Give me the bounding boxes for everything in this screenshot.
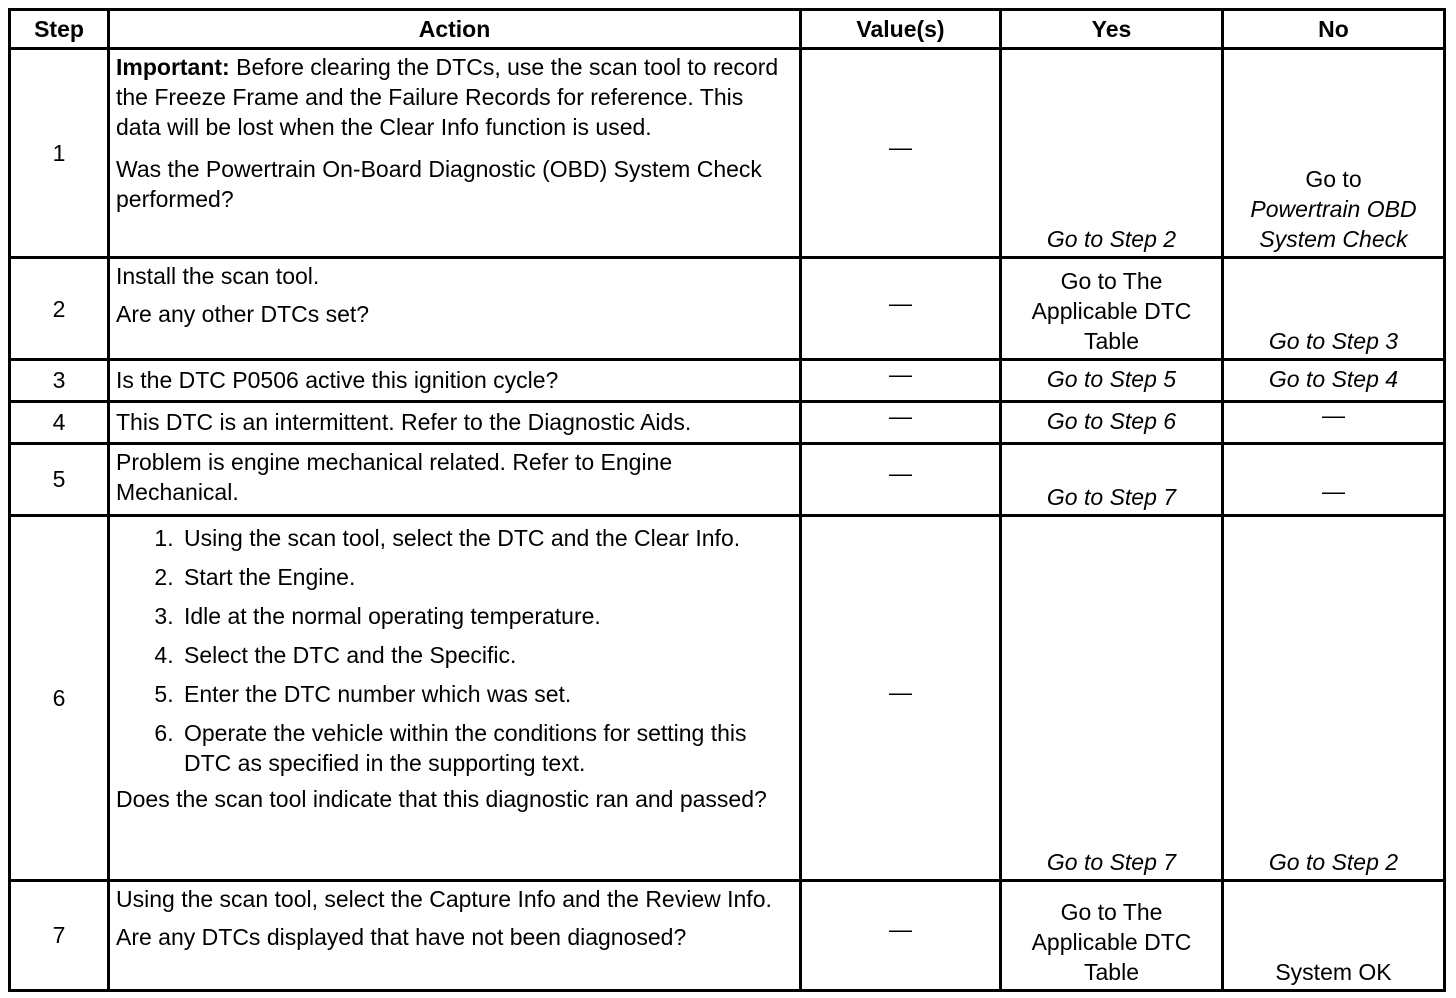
table-row-step-1 (10, 49, 1445, 258)
no-cell: Go to Step 4 (1223, 359, 1445, 401)
value-cell (801, 49, 1001, 258)
yes-cell: Go to Step 7 (1001, 515, 1223, 880)
header-no: No (1223, 10, 1445, 49)
value-dash: — (889, 134, 912, 161)
value-cell (801, 443, 1001, 515)
table-row-step-2 (10, 258, 1445, 359)
procedure-item: 4. Select the DTC and the Specific. (180, 640, 793, 670)
action-instruction: This DTC is an intermittent. Refer to the Diagnostic Aids. (109, 401, 801, 443)
value-dash: — (889, 361, 912, 388)
step-number: 5 (10, 443, 109, 515)
yes-cell: Go to The Applicable DTC Table (1001, 258, 1223, 359)
header-action: Action (109, 10, 801, 49)
no-cell: System OK (1223, 880, 1445, 990)
no-dash: — (1322, 402, 1345, 429)
action-cell (109, 880, 801, 990)
yes-cell: Go to Step 2 (1001, 49, 1223, 258)
no-goto-label: Go to (1305, 166, 1362, 193)
header-step: Step (10, 10, 109, 49)
no-cell: Go to Step 2 (1223, 515, 1445, 880)
no-cell (1223, 49, 1445, 258)
procedure-item: 2. Start the Engine. (180, 562, 793, 592)
no-cell (1223, 401, 1445, 443)
no-cell (1223, 443, 1445, 515)
value-dash: — (889, 289, 912, 316)
yes-cell: Go to The Applicable DTC Table (1001, 880, 1223, 990)
step-number: 6 (10, 515, 109, 880)
value-dash: — (889, 460, 912, 487)
important-note (116, 52, 793, 142)
important-label: Important: (116, 54, 230, 80)
action-question: Does the scan tool indicate that this diagnostic ran and passed? (116, 785, 767, 812)
step-number: 7 (10, 880, 109, 990)
important-text: Before clearing the DTCs, use the scan tool to record the Freeze Frame and the Failure Records for reference. This data will be lost when the Clear Info function is used. (116, 54, 779, 140)
yes-cell: Go to Step 7 (1001, 443, 1223, 515)
value-cell (801, 880, 1001, 990)
yes-cell: Go to Step 5 (1001, 359, 1223, 401)
action-instruction: Problem is engine mechanical related. Refer to Engine Mechanical. (109, 443, 801, 515)
action-question: Are any DTCs displayed that have not been diagnosed? (116, 923, 687, 950)
action-question: Was the Powertrain On-Board Diagnostic (OBD) System Check performed? (116, 156, 762, 212)
procedure-item: 5. Enter the DTC number which was set. (180, 679, 793, 709)
procedure-item: 3. Idle at the normal operating temperature. (180, 601, 793, 631)
value-cell (801, 258, 1001, 359)
table-row-step-6 (10, 515, 1445, 880)
value-cell (801, 359, 1001, 401)
no-cell: Go to Step 3 (1223, 258, 1445, 359)
action-cell (109, 49, 801, 258)
header-yes: Yes (1001, 10, 1223, 49)
step-number: 3 (10, 359, 109, 401)
header-values: Value(s) (801, 10, 1001, 49)
table-row-step-4 (10, 401, 1445, 443)
value-cell (801, 515, 1001, 880)
action-cell (109, 258, 801, 359)
table-row-step-5 (10, 443, 1445, 515)
value-cell (801, 401, 1001, 443)
action-question: Is the DTC P0506 active this ignition cycle? (109, 359, 801, 401)
procedure-item: 1. Using the scan tool, select the DTC and the Clear Info. (180, 523, 793, 553)
yes-cell: Go to Step 6 (1001, 401, 1223, 443)
step-number: 2 (10, 258, 109, 359)
table-row-step-3 (10, 359, 1445, 401)
no-dash: — (1322, 477, 1345, 504)
action-cell (109, 515, 801, 880)
step-number: 1 (10, 49, 109, 258)
header-row (10, 10, 1445, 49)
no-goto-target: Powertrain OBD System Check (1250, 196, 1417, 253)
value-dash: — (889, 403, 912, 430)
diagnostic-table (8, 8, 1446, 992)
action-instruction: Install the scan tool. (116, 263, 320, 290)
diagnostic-table-sheet (8, 8, 1443, 992)
procedure-item: 6. Operate the vehicle within the conditions for setting this DTC as specified in the supporting text. (180, 718, 793, 778)
value-dash: — (889, 916, 912, 943)
value-dash: — (889, 678, 912, 705)
step-number: 4 (10, 401, 109, 443)
table-row-step-7 (10, 880, 1445, 990)
action-instruction: Using the scan tool, select the Capture Info and the Review Info. (116, 885, 772, 912)
procedure-list (116, 523, 793, 778)
action-question: Are any other DTCs set? (116, 301, 370, 328)
